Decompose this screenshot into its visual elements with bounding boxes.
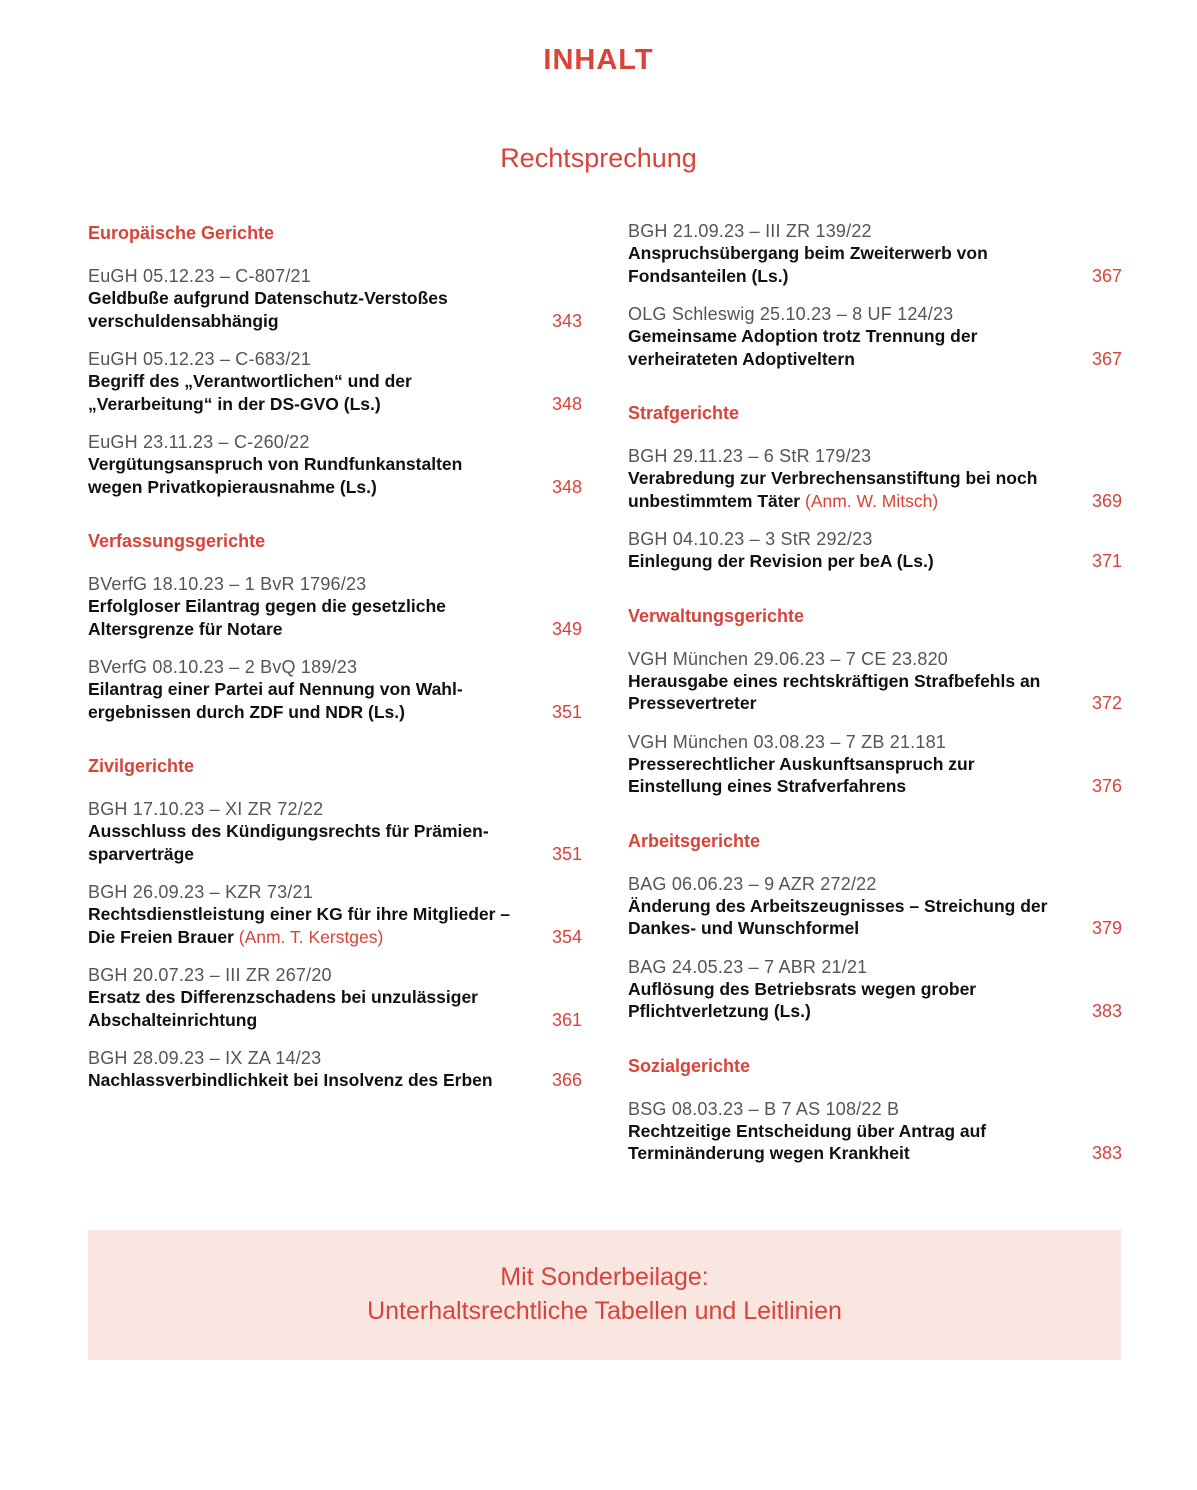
toc-entry[interactable] (88, 1047, 582, 1092)
toc-section (628, 1053, 1122, 1165)
page-number[interactable]: 361 (551, 1009, 582, 1030)
case-reference: BGH 21.09.23 – III ZR 139/22 (628, 221, 872, 241)
page-number[interactable]: 379 (1091, 918, 1122, 938)
case-reference: BGH 28.09.23 – IX ZA 14/23 (88, 1048, 322, 1068)
toc-entry[interactable] (88, 964, 582, 1031)
toc-section (628, 603, 1122, 798)
toc-section (88, 528, 582, 723)
case-headline: Eilantrag einer Partei auf Nennung von Wahlergebnissen durch ZDF und NDR (Ls.) (88, 679, 463, 722)
page-title: INHALT (543, 44, 654, 76)
court-category-heading: Verwaltungsgerichte (628, 605, 805, 626)
case-reference: VGH München 03.08.23 – 7 ZB 21.181 (628, 731, 947, 752)
case-reference: BGH 04.10.23 – 3 StR 292/23 (628, 529, 873, 549)
page-number[interactable]: 367 (1091, 348, 1122, 369)
case-headline-block (628, 467, 1052, 512)
case-headline: Ausschluss des Kündigungsrechts für Prämiensparverträge (88, 821, 489, 864)
page-number[interactable]: 351 (551, 701, 582, 722)
court-category-heading: Verfassungsgerichte (88, 531, 266, 551)
case-headline: Änderung des Arbeitszeugnisses – Streichung der Dankes- und Wunschformel (628, 895, 1048, 938)
page-number[interactable]: 372 (1091, 693, 1122, 713)
section-heading: Rechtsprechung (500, 143, 697, 173)
case-headline-block (88, 453, 512, 498)
case-headline-block (88, 287, 512, 332)
case-reference: BGH 20.07.23 – III ZR 267/20 (88, 965, 332, 985)
toc-entry[interactable] (88, 348, 582, 415)
case-headline: Geldbuße aufgrund Datenschutz-Verstoßes verschuldensabhängig (88, 288, 448, 331)
toc-entry[interactable] (88, 881, 582, 948)
case-reference: BGH 29.11.23 – 6 StR 179/23 (628, 446, 872, 466)
toc-entry[interactable] (628, 731, 1122, 798)
page-number[interactable]: 383 (1091, 1001, 1122, 1021)
case-headline: Ersatz des Differenzschadens bei unzulässiger Abschalteinrichtung (88, 987, 478, 1030)
case-reference: EuGH 23.11.23 – C-260/22 (88, 432, 310, 452)
case-reference: BVerfG 08.10.23 – 2 BvQ 189/23 (88, 657, 358, 677)
case-annotation: (Anm. T. Kerstges) (238, 926, 384, 947)
case-headline: Nachlassverbindlichkeit bei Insolvenz des Erben (88, 1070, 493, 1090)
case-headline-block (88, 986, 512, 1031)
page-number[interactable]: 366 (551, 1070, 582, 1090)
case-headline-block (628, 1120, 1052, 1165)
case-reference: EuGH 05.12.23 – C-683/21 (88, 349, 311, 369)
case-headline: Gemeinsame Adoption trotz Trennung der verheirateten Adoptiveltern (628, 326, 978, 369)
page-number[interactable]: 369 (1091, 490, 1122, 511)
case-headline: Erfolgloser Eilantrag gegen die gesetzliche Altersgrenze für Notare (88, 596, 446, 639)
toc-column-left (88, 220, 582, 1122)
toc-entry[interactable] (88, 265, 582, 332)
page-number[interactable]: 351 (551, 843, 582, 864)
case-headline-block (88, 370, 512, 415)
toc-entry[interactable] (88, 798, 582, 865)
page-number[interactable]: 383 (1091, 1143, 1122, 1163)
case-headline: Auflösung des Betriebsrats wegen grober Pflichtverletzung (Ls.) (628, 978, 977, 1021)
page-number[interactable]: 371 (1091, 551, 1122, 571)
toc-entry[interactable] (628, 220, 1122, 287)
page-number[interactable]: 349 (551, 618, 582, 639)
case-headline: Einlegung der Revision per beA (Ls.) (628, 551, 934, 571)
case-reference: EuGH 05.12.23 – C-807/21 (88, 266, 311, 286)
case-reference: BSG 08.03.23 – B 7 AS 108/22 B (628, 1098, 900, 1119)
toc-entry[interactable] (628, 303, 1122, 370)
case-reference: VGH München 29.06.23 – 7 CE 23.820 (628, 648, 949, 669)
toc-entry[interactable] (628, 956, 1122, 1023)
case-headline-block (628, 550, 1052, 573)
case-reference: BGH 26.09.23 – KZR 73/21 (88, 882, 313, 902)
toc-column-right (628, 220, 1122, 1195)
page-number[interactable]: 348 (551, 393, 582, 414)
court-category-heading: Strafgerichte (628, 403, 740, 423)
case-headline-block (88, 678, 512, 723)
case-headline-block (628, 325, 1052, 370)
case-reference: BAG 24.05.23 – 7 ABR 21/21 (628, 956, 868, 977)
banner-line-1: Mit Sonderbeilage: (500, 1263, 709, 1291)
case-headline-block (88, 820, 512, 865)
case-headline-block (628, 978, 1052, 1023)
court-category-heading: Arbeitsgerichte (628, 830, 761, 851)
supplement-banner (88, 1230, 1121, 1360)
toc-entry[interactable] (628, 648, 1122, 715)
case-headline: Rechtzeitige Entscheidung über Antrag auf Terminänderung wegen Krankheit (628, 1120, 987, 1163)
case-headline: Verabredung zur Verbrechensanstiftung bei noch unbestimmtem Täter (628, 468, 1038, 511)
toc-section (88, 753, 582, 1092)
case-reference: BAG 06.06.23 – 9 AZR 272/22 (628, 873, 877, 894)
case-headline-block (88, 903, 512, 948)
case-headline-block (628, 753, 1052, 798)
page-number[interactable]: 354 (551, 926, 582, 947)
case-headline: Herausgabe eines rechtskräftigen Strafbefehls an Pressevertreter (628, 670, 1041, 713)
toc-entry[interactable] (628, 873, 1122, 940)
toc-entry[interactable] (628, 445, 1122, 512)
case-headline-block (628, 895, 1052, 940)
page-number[interactable]: 376 (1091, 776, 1122, 796)
page-number[interactable]: 348 (551, 476, 582, 497)
toc-entry[interactable] (88, 431, 582, 498)
toc-section (88, 220, 582, 498)
toc-entry[interactable] (628, 528, 1122, 573)
case-annotation: (Anm. W. Mitsch) (805, 490, 939, 511)
toc-section (628, 220, 1122, 370)
court-category-heading: Zivilgerichte (88, 756, 195, 776)
toc-section (628, 828, 1122, 1023)
toc-entry[interactable] (88, 656, 582, 723)
case-headline-block (628, 670, 1052, 715)
case-headline: Vergütungsanspruch von Rundfunkanstalten wegen Privatkopierausnahme (Ls.) (88, 454, 463, 497)
case-headline: Rechtsdienstleistung einer KG für ihre Mitglieder – Die Freien Brauer (88, 904, 511, 947)
case-headline: Presserechtlicher Auskunftsanspruch zur Einstellung eines Strafverfahrens (628, 753, 975, 796)
banner-line-2: Unterhaltsrechtliche Tabellen und Leitlinien (367, 1297, 842, 1325)
page-number[interactable]: 343 (551, 310, 582, 331)
case-headline: Anspruchsübergang beim Zweiterwerb von Fondsanteilen (Ls.) (628, 243, 988, 286)
case-reference: OLG Schleswig 25.10.23 – 8 UF 124/23 (628, 304, 954, 324)
page-number[interactable]: 367 (1091, 265, 1122, 286)
case-headline-block (88, 595, 512, 640)
court-category-heading: Europäische Gerichte (88, 223, 275, 243)
case-reference: BVerfG 18.10.23 – 1 BvR 1796/23 (88, 574, 367, 594)
toc-section (628, 400, 1122, 573)
toc-entry[interactable] (88, 573, 582, 640)
case-reference: BGH 17.10.23 – XI ZR 72/22 (88, 799, 324, 819)
case-headline-block (628, 242, 1052, 287)
court-category-heading: Sozialgerichte (628, 1055, 751, 1076)
case-headline: Begriff des „Verantwortlichen“ und der „Verarbeitung“ in der DS-GVO (Ls.) (88, 371, 412, 414)
toc-entry[interactable] (628, 1098, 1122, 1165)
case-headline-block (88, 1069, 512, 1092)
